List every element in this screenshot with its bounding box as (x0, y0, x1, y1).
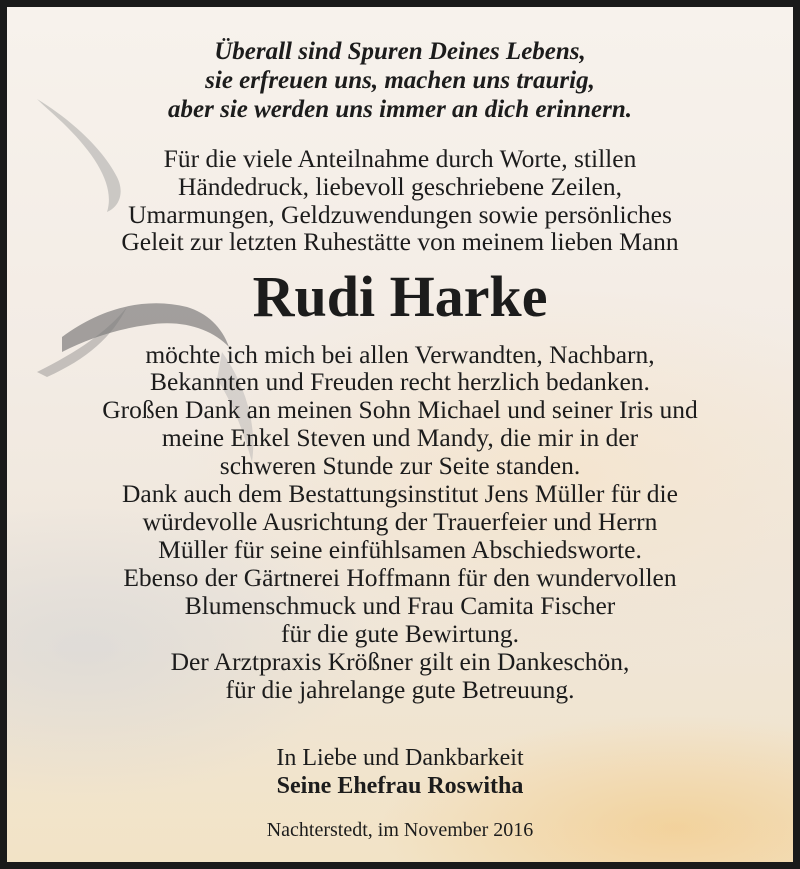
place-date: Nachterstedt, im November 2016 (266, 819, 534, 841)
body-line: Der Arztpraxis Krößner gilt ein Dankeschön, (170, 647, 630, 676)
closing-line: In Liebe und Dankbarkeit (276, 745, 524, 771)
intro-line: Händedruck, liebevoll geschriebene Zeilen, (178, 172, 622, 201)
body-line: für die jahrelange gute Betreuung. (225, 675, 575, 704)
intro-line: Geleit zur letzten Ruhestätte von meinem lieben Mann (121, 227, 679, 256)
notice-text (7, 7, 793, 862)
body-line: Müller für seine einfühlsamen Abschiedsworte. (158, 535, 642, 564)
intro-line: Für die viele Anteilnahme durch Worte, stillen (163, 144, 637, 173)
signature: Seine Ehefrau Roswitha (276, 773, 524, 799)
motto-line: sie erfreuen uns, machen uns traurig, (205, 67, 595, 94)
motto-line: aber sie werden uns immer an dich erinnern. (168, 96, 632, 123)
body-line: für die gute Bewirtung. (281, 619, 519, 648)
body-line: Ebenso der Gärtnerei Hoffmann für den wundervollen (123, 563, 677, 592)
body-line: möchte ich mich bei allen Verwandten, Nachbarn, (145, 340, 655, 369)
body-line: würdevolle Ausrichtung der Trauerfeier und Herrn (142, 507, 658, 536)
body-line: Dank auch dem Bestattungsinstitut Jens Müller für die (122, 479, 678, 508)
motto-line: Überall sind Spuren Deines Lebens, (214, 38, 586, 65)
body-line: Blumenschmuck und Frau Camita Fischer (184, 591, 616, 620)
body-line: Großen Dank an meinen Sohn Michael und seiner Iris und (102, 395, 698, 424)
intro-line: Umarmungen, Geldzuwendungen sowie persönliches (128, 200, 672, 229)
body-line: Bekannten und Freuden recht herzlich bedanken. (150, 367, 650, 396)
deceased-name: Rudi Harke (252, 264, 548, 329)
body-line: schweren Stunde zur Seite standen. (219, 451, 581, 480)
body-line: meine Enkel Steven und Mandy, die mir in der (161, 423, 639, 452)
